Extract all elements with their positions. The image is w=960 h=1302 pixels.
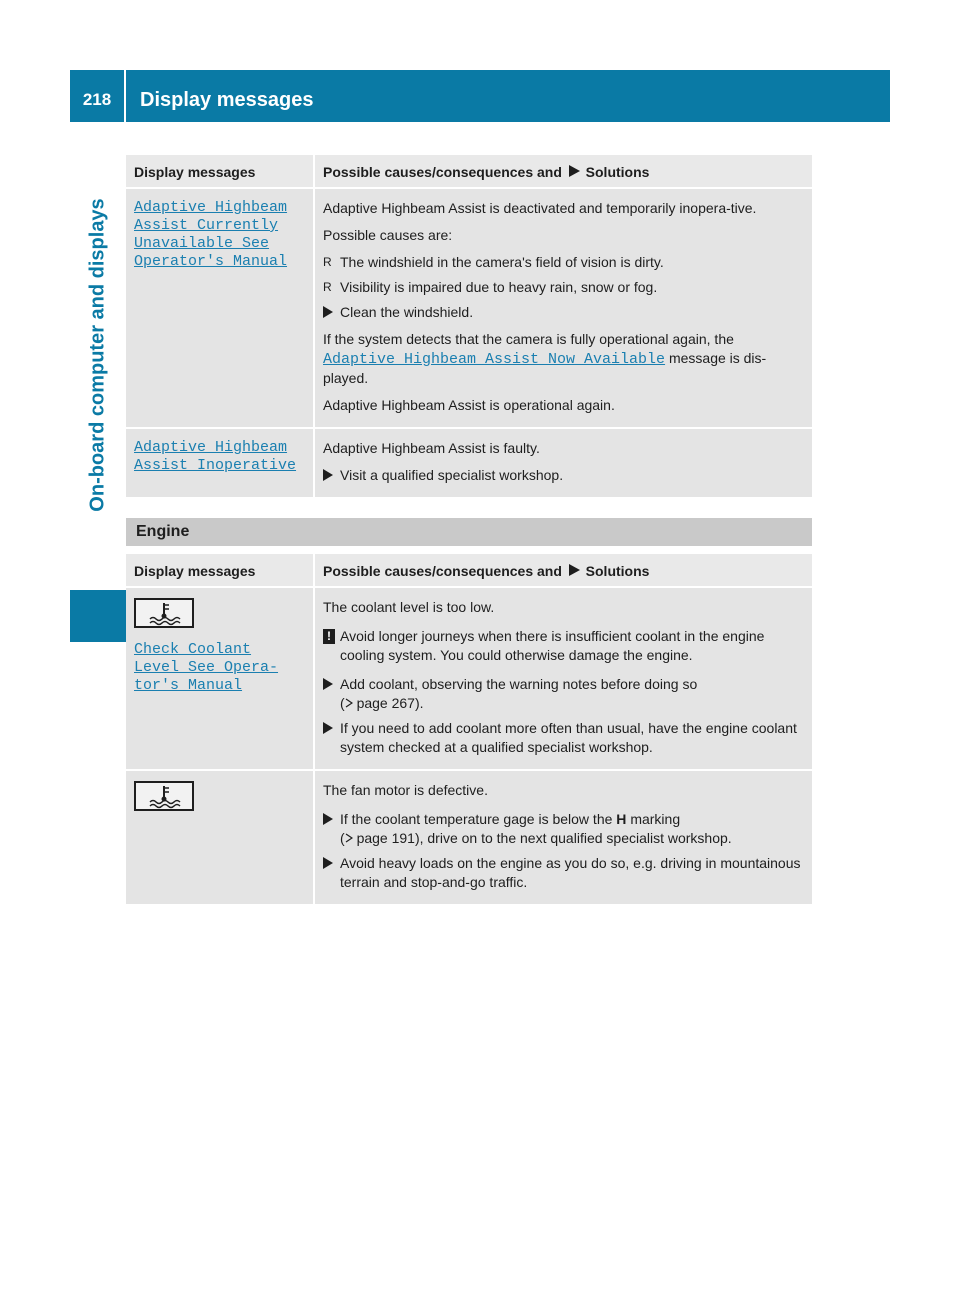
action-item xyxy=(323,854,804,892)
action-arrow-icon xyxy=(323,466,333,487)
side-tab-marker xyxy=(70,590,126,642)
header-causes-label: Possible causes/consequences and xyxy=(323,563,562,579)
display-message-code: Check Coolant Level See Opera- tor's Manual xyxy=(134,641,279,694)
engine-section-title: Engine xyxy=(126,518,812,546)
bullet-icon: R xyxy=(323,280,332,294)
description-text: Adaptive Highbeam Assist is faulty. xyxy=(323,440,540,456)
play-arrow-icon xyxy=(568,163,580,182)
page-reference: ( page 191), drive on to the next qualified specialist workshop. xyxy=(340,830,732,846)
action-arrow-icon xyxy=(323,854,333,875)
action-arrow-icon xyxy=(323,810,333,831)
action-text: If you need to add coolant more often than usual, have the engine coolant system checked at a qualified specialist workshop. xyxy=(340,720,797,755)
display-message-code: Adaptive Highbeam Assist Inoperative xyxy=(134,439,297,474)
header-display-messages: Display messages xyxy=(126,554,314,587)
list-item xyxy=(323,278,804,297)
side-tab xyxy=(70,122,126,588)
text-span: message is dis-played. xyxy=(323,350,767,386)
action-text: If the coolant temperature gage is below the xyxy=(340,811,613,827)
action-arrow-icon xyxy=(323,675,333,696)
table-row xyxy=(126,428,812,498)
action-text: Avoid heavy loads on the engine as you do so, e.g. driving in mountainous terrain and stop-and-go traffic. xyxy=(340,855,801,890)
display-message-code: Adaptive Highbeam Assist Currently Unavailable See Operator's Manual xyxy=(134,199,288,270)
coolant-temperature-icon xyxy=(134,781,194,811)
message-cell xyxy=(126,587,314,770)
message-cell xyxy=(126,188,314,428)
table-row xyxy=(126,188,812,428)
table-header-row xyxy=(126,155,812,188)
page-reference-text: page 267). xyxy=(356,695,424,711)
action-arrow-icon xyxy=(323,303,333,324)
header-causes-label: Possible causes/consequences and xyxy=(323,164,562,180)
table-row xyxy=(126,770,812,905)
table-header-row xyxy=(126,554,812,587)
header-causes-solutions xyxy=(314,155,812,188)
display-messages-table-assist xyxy=(126,155,812,499)
table-row xyxy=(126,587,812,770)
message-cell xyxy=(126,428,314,498)
page-title: Display messages xyxy=(140,88,314,111)
display-messages-table-engine xyxy=(126,554,812,906)
action-item xyxy=(323,466,804,485)
page-number: 218 xyxy=(70,70,126,122)
display-message-code: Adaptive Highbeam Assist Now Available xyxy=(323,351,666,368)
description-text: Adaptive Highbeam Assist is operational again. xyxy=(323,397,615,413)
action-text: marking xyxy=(630,811,681,827)
coolant-temperature-icon xyxy=(134,598,194,628)
solution-cell xyxy=(314,587,812,770)
play-arrow-icon xyxy=(568,562,580,581)
header-display-messages: Display messages xyxy=(126,155,314,188)
side-tab-label: On-board computer and displays xyxy=(86,198,109,512)
solution-cell xyxy=(314,770,812,905)
page-header xyxy=(70,70,890,122)
list-item-text: Visibility is impaired due to heavy rain, snow or fog. xyxy=(340,279,658,295)
text-span: If the system detects that the camera is fully operational again, the xyxy=(323,331,734,347)
warning-item xyxy=(323,627,804,665)
list-item-text: The windshield in the camera's field of vision is dirty. xyxy=(340,254,664,270)
action-item xyxy=(323,719,804,757)
list-item xyxy=(323,253,804,272)
solution-cell xyxy=(314,188,812,428)
description-text xyxy=(323,330,804,388)
warning-icon: ! xyxy=(323,629,335,644)
action-item xyxy=(323,675,804,713)
description-text: Possible causes are: xyxy=(323,227,453,243)
action-text: Clean the windshield. xyxy=(340,304,474,320)
marking-letter: H xyxy=(616,811,627,827)
action-arrow-icon xyxy=(323,719,333,740)
header-solutions-label: Solutions xyxy=(585,164,650,180)
solution-cell xyxy=(314,428,812,498)
message-cell xyxy=(126,770,314,905)
action-text: Add coolant, observing the warning notes before doing so xyxy=(340,676,698,692)
warning-text: Avoid longer journeys when there is insufficient coolant in the engine cooling system. You could otherwise damage the engine. xyxy=(340,628,765,663)
bullet-icon: R xyxy=(323,255,332,269)
action-item xyxy=(323,303,804,322)
action-text: Visit a qualified specialist workshop. xyxy=(340,467,564,483)
description-text: Adaptive Highbeam Assist is deactivated and temporarily inopera-tive. xyxy=(323,200,757,216)
page-reference-text: page 191), drive on to the next qualified specialist workshop. xyxy=(356,830,732,846)
action-item xyxy=(323,810,804,848)
page-reference: ( page 267). xyxy=(340,695,424,711)
header-causes-solutions xyxy=(314,554,812,587)
header-solutions-label: Solutions xyxy=(585,563,650,579)
description-text: The fan motor is defective. xyxy=(323,782,488,798)
description-text: The coolant level is too low. xyxy=(323,599,495,615)
